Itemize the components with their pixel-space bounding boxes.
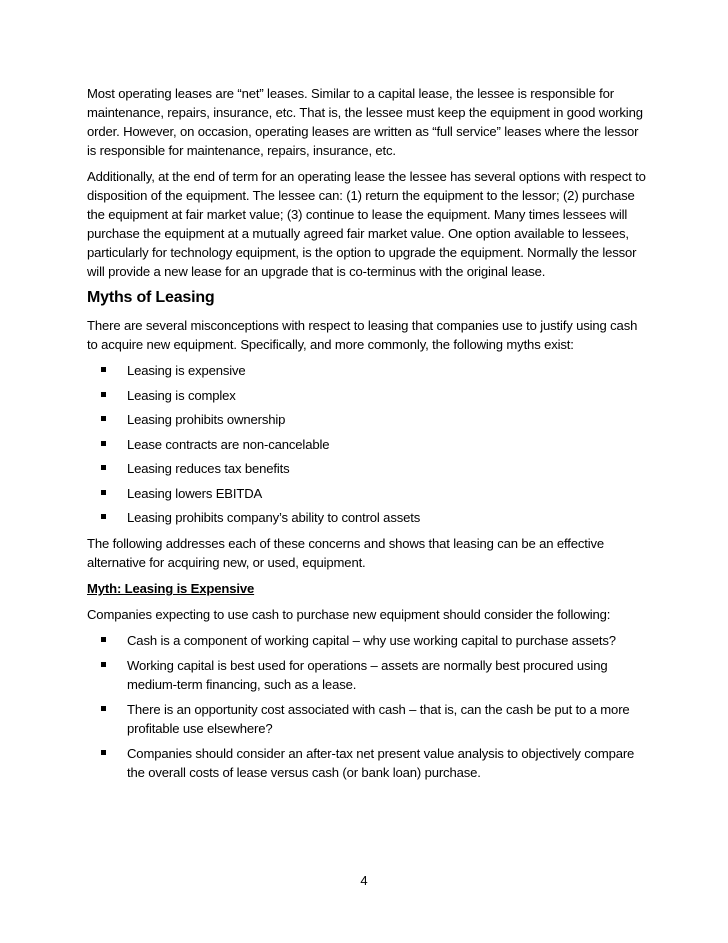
square-bullet-icon — [101, 637, 106, 642]
expensive-considerations-list — [87, 631, 647, 782]
square-bullet-icon — [101, 662, 106, 667]
list-item: Leasing reduces tax benefits — [87, 459, 647, 478]
square-bullet-icon — [101, 392, 106, 397]
list-item: Cash is a component of working capital – why use working capital to purchase assets? — [87, 631, 647, 650]
paragraph-net-leases: Most operating leases are “net” leases. Similar to a capital lease, the lessee is responsible for maintenance, repairs, insurance, etc. That is, the lessee must keep the equipment in good working order. However, on occasion, operating leases are written as “full service” leases where the lessor is responsible for maintenance, repairs, insurance, etc. — [87, 86, 643, 158]
list-item: Leasing prohibits company’s ability to control assets — [87, 508, 647, 527]
list-item: Lease contracts are non-cancelable — [87, 435, 647, 454]
square-bullet-icon — [101, 706, 106, 711]
myths-list — [87, 361, 647, 527]
list-item: Leasing lowers EBITDA — [87, 484, 647, 503]
square-bullet-icon — [101, 465, 106, 470]
myths-intro: There are several misconceptions with respect to leasing that companies use to justify using cash to acquire new equipment. Specifically, and more commonly, the following myths exist: — [87, 318, 638, 352]
page-body — [87, 84, 647, 789]
list-item: Leasing is expensive — [87, 361, 647, 380]
paragraph-end-of-term-options: Additionally, at the end of term for an operating lease the lessee has several options with respect to disposition of the equipment. The lessee can: (1) return the equipment to the lessor; (2) purchase the equipment at fair market value; (3) continue to lease the equipment. Many times lessees will purchase the equipment at a mutually agreed fair market value. One option available to lessees, particularly for technology equipment, is the option to upgrade the equipment. Normally the lessor will provide a new lease for an upgrade that is co-terminus with the original lease. — [87, 169, 646, 279]
page-number: 4 — [360, 873, 368, 888]
square-bullet-icon — [101, 490, 106, 495]
list-item: Companies should consider an after-tax net present value analysis to objectively compare the overall costs of lease versus cash (or bank loan) purchase. — [87, 744, 647, 782]
list-item: Working capital is best used for operations – assets are normally best procured using medium-term financing, such as a lease. — [87, 656, 647, 694]
square-bullet-icon — [101, 416, 106, 421]
square-bullet-icon — [101, 367, 106, 372]
list-item: Leasing prohibits ownership — [87, 410, 647, 429]
myths-closing: The following addresses each of these concerns and shows that leasing can be an effective alternative for acquiring new, or used, equipment. — [87, 536, 605, 570]
list-item: There is an opportunity cost associated with cash – that is, can the cash be put to a more profitable use elsewhere? — [87, 700, 647, 738]
section-heading-myths: Myths of Leasing — [87, 289, 215, 306]
square-bullet-icon — [101, 750, 106, 755]
expensive-intro: Companies expecting to use cash to purchase new equipment should consider the following: — [87, 607, 611, 622]
subheading-leasing-is-expensive: Myth: Leasing is Expensive — [87, 581, 255, 596]
square-bullet-icon — [101, 514, 106, 519]
square-bullet-icon — [101, 441, 106, 446]
list-item: Leasing is complex — [87, 386, 647, 405]
